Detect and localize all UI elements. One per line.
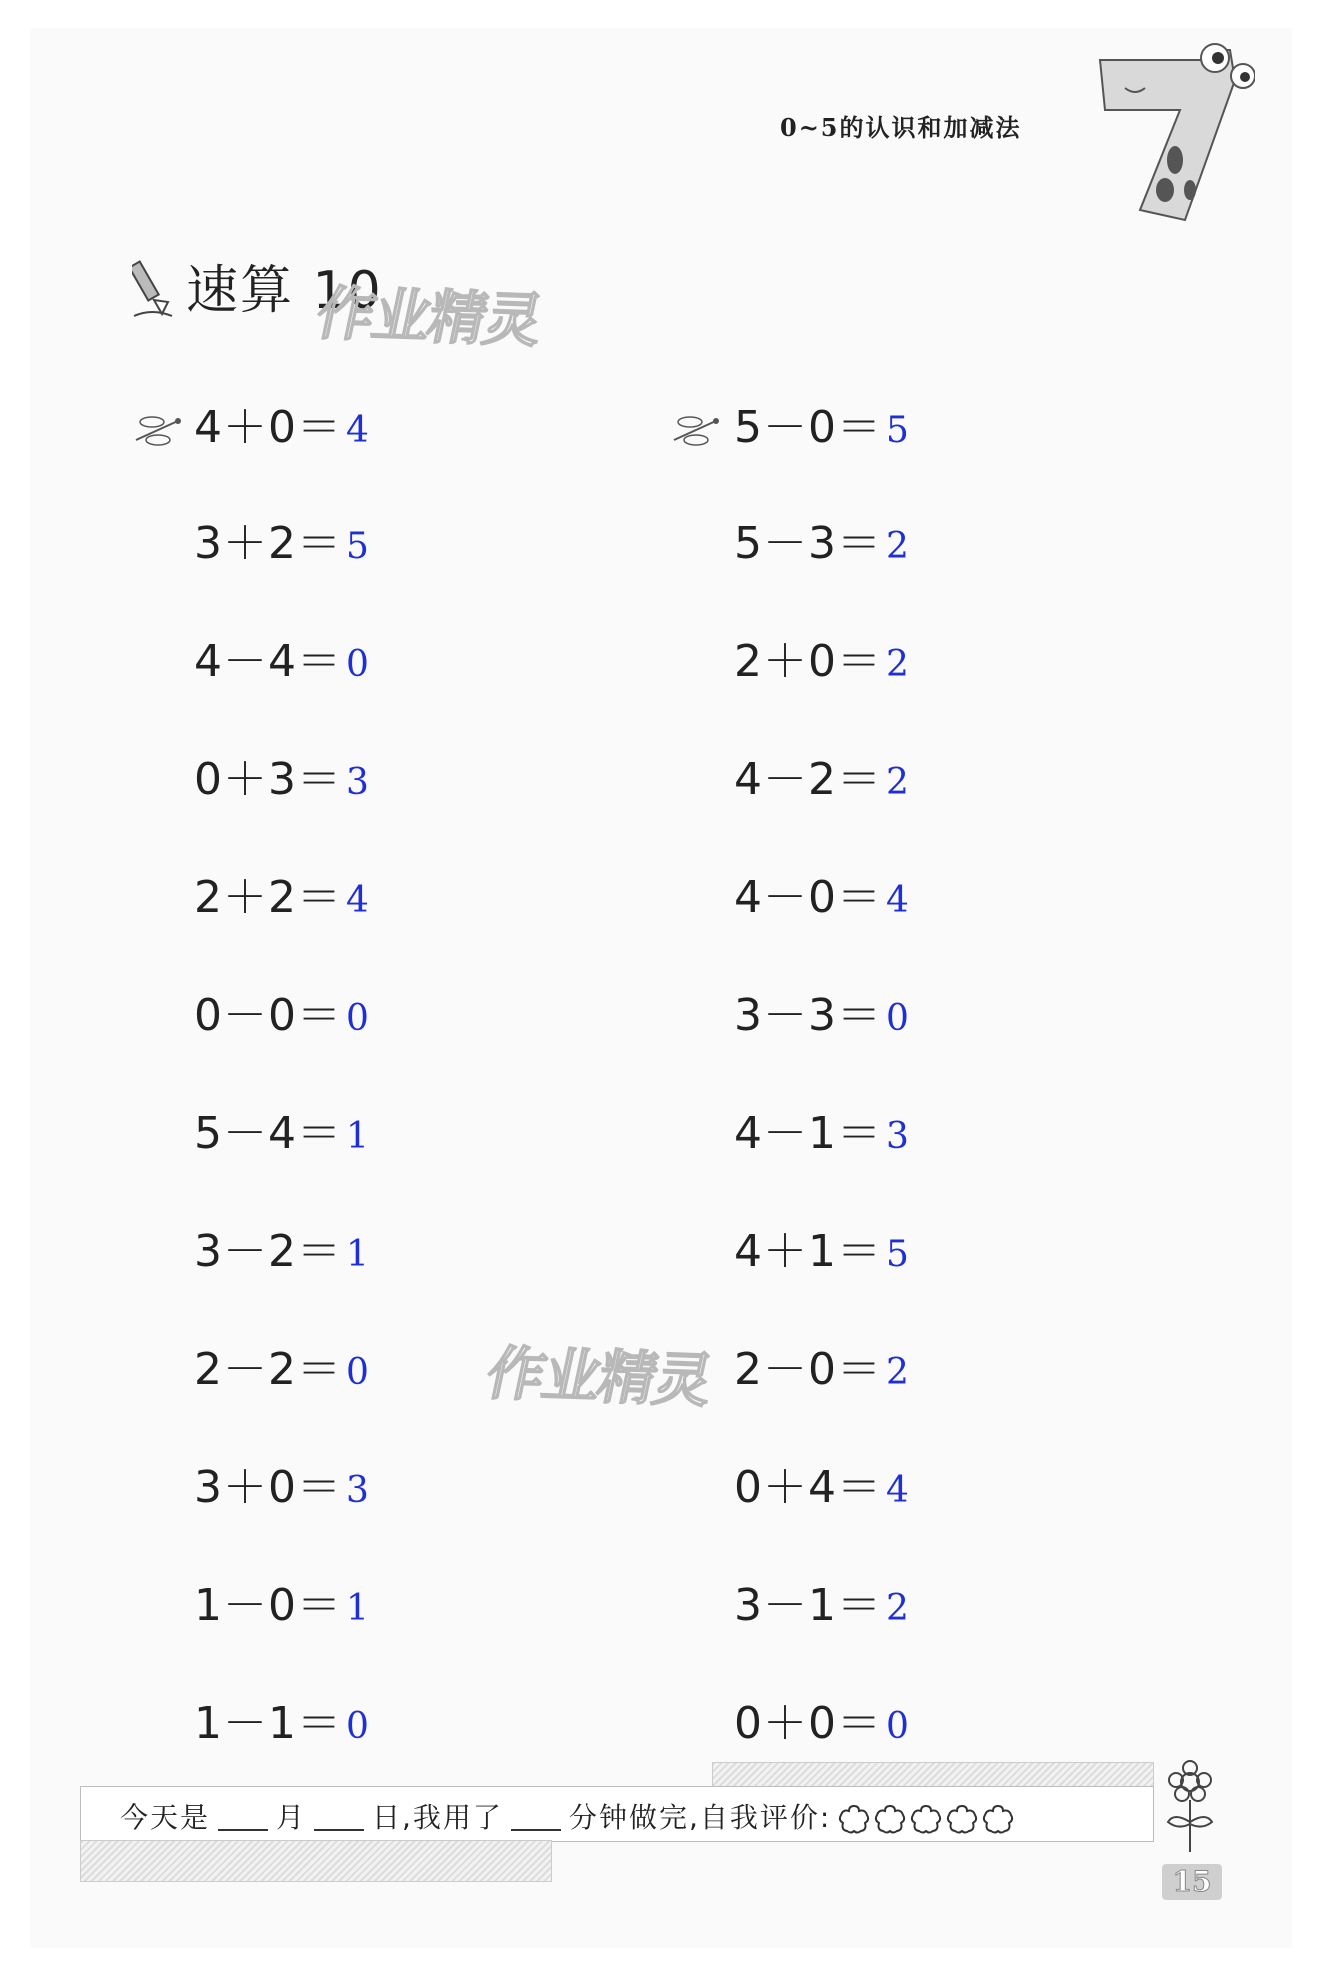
equation: 1－0＝ 1 [194,1580,369,1631]
answer: 3 [346,762,369,803]
page-number: 15 [1162,1864,1222,1900]
section-title: 速算 10 [186,261,383,321]
chapter-title: 0~5的认识和加减法 [780,113,1022,142]
month-blank[interactable] [218,1803,268,1831]
watermark: 作业精灵 [480,1339,718,1415]
answer: 0 [346,998,369,1039]
equation: 1－1＝ 0 [194,1698,369,1749]
answer: 0 [886,1706,909,1747]
equation: 3＋0＝ 3 [194,1462,369,1513]
answer: 1 [346,1234,369,1275]
answer: 0 [346,1706,369,1747]
watermark: 作业精灵 [310,279,548,355]
answer: 4 [346,880,369,921]
answer: 5 [886,410,909,451]
star-outline-icon[interactable] [909,1803,943,1835]
answer: 2 [886,762,909,803]
equation: 0－0＝ 0 [194,990,369,1041]
equation: 4－4＝ 0 [194,636,369,687]
answer: 2 [886,1588,909,1629]
rating-stars[interactable] [837,1803,1017,1842]
equation: 2＋2＝ 4 [194,872,369,923]
answer: 0 [886,998,909,1039]
equation: 4－1＝ 3 [734,1108,909,1159]
day-blank[interactable] [314,1803,364,1831]
answer: 0 [346,644,369,685]
equation: 4＋1＝ 5 [734,1226,909,1277]
equation: 3＋2＝ 5 [194,518,369,569]
answer: 4 [886,880,909,921]
answer: 3 [886,1116,909,1157]
answer: 1 [346,1116,369,1157]
star-outline-icon[interactable] [873,1803,907,1835]
answer: 3 [346,1470,369,1511]
answer: 2 [886,644,909,685]
footer-decoration [712,1762,1154,1788]
minutes-blank[interactable] [511,1803,561,1831]
answer: 4 [886,1470,909,1511]
equation: 4－2＝ 2 [734,754,909,805]
equation: 5－3＝ 2 [734,518,909,569]
equation: 4－0＝ 4 [734,872,909,923]
answer: 0 [346,1352,369,1393]
equation: 4＋0＝ 4 [194,402,369,453]
equation: 3－1＝ 2 [734,1580,909,1631]
equation: 3－3＝ 0 [734,990,909,1041]
answer: 5 [346,526,369,567]
answer: 1 [346,1588,369,1629]
flower-icon [1160,1760,1220,1860]
equation: 5－4＝ 1 [194,1108,369,1159]
dragonfly-icon [668,410,722,450]
equation: 3－2＝ 1 [194,1226,369,1277]
equation: 2＋0＝ 2 [734,636,909,687]
answer: 2 [886,1352,909,1393]
answer: 4 [346,410,369,451]
self-evaluation-line: 今天是 月 日,我用了 分钟做完,自我评价: [120,1796,1017,1842]
equation: 0＋4＝ 4 [734,1462,909,1513]
star-outline-icon[interactable] [837,1803,871,1835]
giraffe-seven-icon [1095,40,1255,240]
answer: 5 [886,1234,909,1275]
answer: 2 [886,526,909,567]
equation: 0＋0＝ 0 [734,1698,909,1749]
equation: 0＋3＝ 3 [194,754,369,805]
pencil-icon [132,258,176,320]
equation: 2－2＝ 0 [194,1344,369,1395]
star-outline-icon[interactable] [945,1803,979,1835]
footer-decoration [80,1840,552,1882]
star-outline-icon[interactable] [981,1803,1015,1835]
equation: 5－0＝ 5 [734,402,909,453]
equation: 2－0＝ 2 [734,1344,909,1395]
dragonfly-icon [130,410,184,450]
